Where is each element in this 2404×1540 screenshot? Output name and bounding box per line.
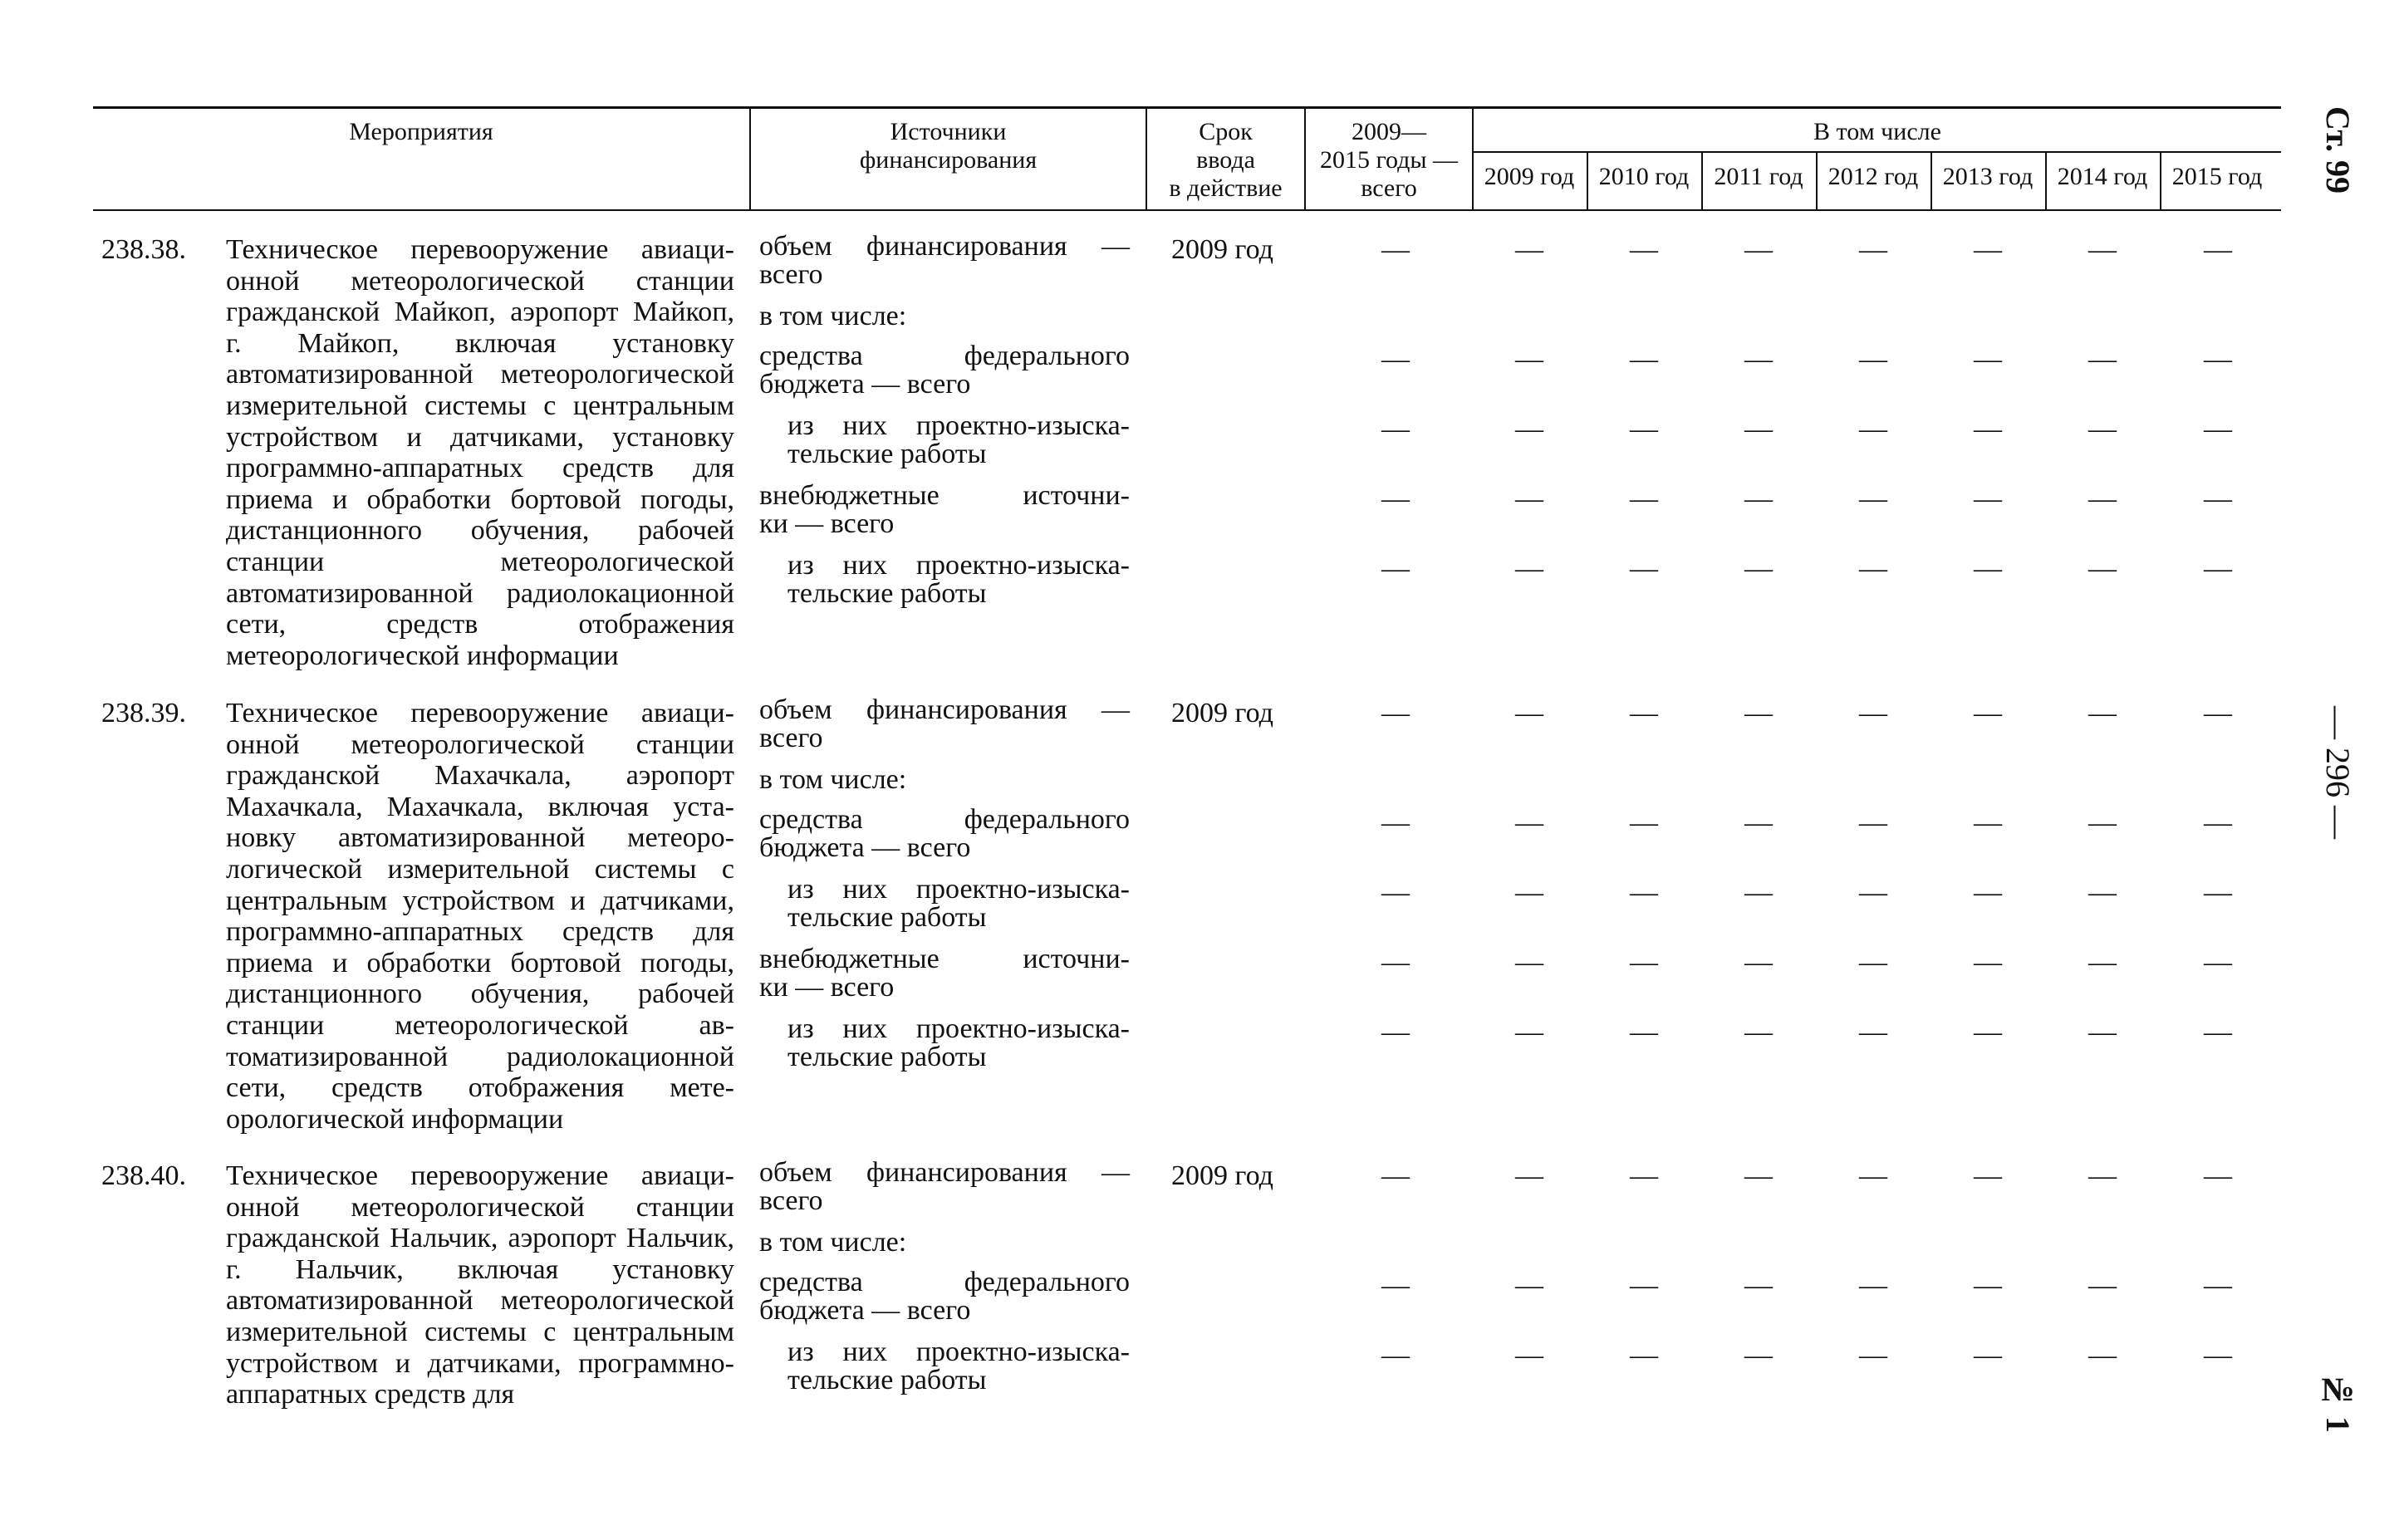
value-dash: — — [1744, 947, 1773, 978]
funding-source-line: тельские работы — [787, 1042, 987, 1072]
funding-source-line: ки — всего — [759, 972, 895, 1003]
funding-source-line: бюджета — всего — [759, 832, 971, 863]
funding-source-line: средства федерального — [759, 341, 1130, 371]
value-dash: — — [1744, 1160, 1773, 1191]
funding-source-line: тельские работы — [787, 439, 987, 469]
value-dash: — — [2204, 414, 2232, 444]
funding-source-line: всего — [759, 1185, 823, 1216]
value-dash: — — [1859, 807, 1887, 838]
value-dash: — — [1630, 807, 1658, 838]
value-dash: — — [1515, 698, 1543, 728]
header-including — [1474, 118, 2281, 146]
header-term-line: ввода — [1196, 146, 1255, 174]
funding-source-line: тельские работы — [787, 578, 987, 609]
value-dash: — — [2088, 1017, 2117, 1047]
header-term-line: Срок — [1199, 118, 1253, 145]
header-total-line: всего — [1361, 174, 1417, 202]
value-dash: — — [1381, 1270, 1410, 1301]
value-dash: — — [1381, 1160, 1410, 1191]
value-dash: — — [1744, 877, 1773, 908]
funding-source-line: бюджета — всего — [759, 1295, 971, 1326]
funding-source-line: объем финансирования — — [759, 231, 1130, 262]
issue-number: № 1 — [2319, 1371, 2357, 1433]
value-dash: — — [1744, 344, 1773, 375]
funding-source — [759, 696, 1130, 753]
value-dash: — — [1744, 1270, 1773, 1301]
header-sources — [751, 118, 1146, 174]
value-dash: — — [1381, 1017, 1410, 1047]
value-dash: — — [2204, 877, 2232, 908]
page-number: — 296 — — [2319, 706, 2357, 839]
header-events — [93, 118, 749, 146]
value-dash: — — [1744, 807, 1773, 838]
header-year: 2009 год — [1484, 163, 1575, 190]
funding-source-line: объем финансирования — — [759, 694, 1130, 725]
value-dash: — — [1630, 1017, 1658, 1047]
value-dash: — — [1744, 1340, 1773, 1371]
funding-source-line: тельские работы — [787, 1365, 987, 1395]
header-term — [1147, 118, 1304, 203]
value-dash: — — [1381, 234, 1410, 265]
value-dash: — — [1974, 414, 2002, 444]
commission-date: 2009 год — [1171, 698, 1273, 728]
value-dash: — — [1974, 1017, 2002, 1047]
value-dash: — — [1859, 553, 1887, 584]
value-dash: — — [1859, 483, 1887, 514]
commission-date: 2009 год — [1171, 1160, 1273, 1191]
funding-source-line: в том числе: — [759, 301, 907, 331]
value-dash: — — [1630, 344, 1658, 375]
value-dash: — — [2088, 1340, 2117, 1371]
value-dash: — — [1630, 698, 1658, 728]
value-dash: — — [1515, 483, 1543, 514]
value-dash: — — [1630, 553, 1658, 584]
header-year: 2013 год — [1942, 163, 2034, 190]
value-dash: — — [1859, 877, 1887, 908]
value-dash: — — [1630, 414, 1658, 444]
row-description: Техническое перевооружение авиационной метеорологической станции гражданской Майкоп, аэропорт Майкоп, г. Майкоп, включая установку автоматизированной метеорологической измерительной системы с центральным устройством и датчиками, установку программно-аппаратных средств для приема и обработки бортовой погоды, дистанционного обучения, рабочей станции метеорологической автоматизированной радиолокационной сети, средств отображения метеорологической информации — [226, 234, 734, 671]
value-dash: — — [2088, 698, 2117, 728]
value-dash: — — [1859, 234, 1887, 265]
value-dash: — — [2088, 344, 2117, 375]
value-dash: — — [1630, 1270, 1658, 1301]
funding-source — [759, 806, 1130, 862]
header-total — [1306, 118, 1472, 203]
value-dash: — — [2088, 553, 2117, 584]
funding-source-line: из них проектно-изыска- — [787, 550, 1130, 581]
value-dash: — — [1974, 483, 2002, 514]
value-dash: — — [1630, 947, 1658, 978]
row-description: Техническое перевооружение авиационной метеорологической станции гражданской Махачкала, аэропорт Махачкала, Махачкала, включая установку автоматизированной метеорологической измерительной системы с центральным устройством и датчиками, программно-аппаратных средств для приема и обработки бортовой погоды, дистанционного обучения, рабочей станции метеорологической автоматизированной радиолокационной сети, средств отображения метеорологической информации — [226, 698, 734, 1135]
value-dash: — — [2088, 483, 2117, 514]
funding-source-line: всего — [759, 259, 823, 290]
value-dash: — — [1515, 1340, 1543, 1371]
value-dash: — — [2088, 1270, 2117, 1301]
value-dash: — — [2088, 877, 2117, 908]
header-total-line: 2009— — [1352, 118, 1426, 145]
value-dash: — — [1859, 1017, 1887, 1047]
funding-source-line: тельские работы — [787, 902, 987, 933]
header-top-rule — [93, 106, 2281, 109]
value-dash: — — [1381, 947, 1410, 978]
funding-source-line: в том числе: — [759, 764, 907, 795]
funding-source-line: объем финансирования — — [759, 1157, 1130, 1188]
value-dash: — — [1974, 1340, 2002, 1371]
funding-source — [759, 945, 1130, 1002]
value-dash: — — [2204, 553, 2232, 584]
value-dash: — — [1974, 807, 2002, 838]
row-description: Техническое перевооружение авиационной метеорологической станции гражданской Нальчик, аэропорт Нальчик, г. Нальчик, включая установку автоматизированной метеорологической измерительной системы с центральным устройством и датчиками, программно-аппаратных средств для — [226, 1160, 734, 1410]
value-dash: — — [1859, 414, 1887, 444]
value-dash: — — [1630, 483, 1658, 514]
value-dash: — — [1381, 1340, 1410, 1371]
value-dash: — — [1515, 807, 1543, 838]
funding-source-line: из них проектно-изыска- — [787, 1013, 1130, 1044]
value-dash: — — [1515, 947, 1543, 978]
value-dash: — — [1381, 877, 1410, 908]
value-dash: — — [1381, 698, 1410, 728]
row-number: 238.40. — [101, 1160, 186, 1191]
funding-source — [759, 1159, 1130, 1215]
header-bottom-rule — [93, 209, 2281, 211]
funding-source — [759, 1268, 1130, 1325]
value-dash: — — [1630, 1160, 1658, 1191]
value-dash: — — [1859, 947, 1887, 978]
value-dash: — — [1974, 553, 2002, 584]
funding-source — [759, 1229, 1130, 1257]
value-dash: — — [1974, 947, 2002, 978]
funding-source-line: всего — [759, 723, 823, 753]
value-dash: — — [1974, 234, 2002, 265]
funding-source-line: в том числе: — [759, 1227, 907, 1258]
value-dash: — — [1974, 344, 2002, 375]
value-dash: — — [1381, 344, 1410, 375]
value-dash: — — [1744, 698, 1773, 728]
funding-source — [759, 412, 1130, 468]
funding-source-line: ки — всего — [759, 508, 895, 539]
value-dash: — — [1515, 1160, 1543, 1191]
header-including-label: В том числе — [1813, 118, 1941, 145]
funding-source — [759, 233, 1130, 289]
funding-source-line: внебюджетные источни- — [759, 480, 1130, 511]
value-dash: — — [1515, 234, 1543, 265]
funding-source-line: средства федерального — [759, 804, 1130, 835]
value-dash: — — [1859, 698, 1887, 728]
value-dash: — — [1515, 414, 1543, 444]
funding-source — [759, 766, 1130, 794]
funding-source — [759, 1338, 1130, 1395]
funding-source — [759, 342, 1130, 399]
value-dash: — — [2088, 234, 2117, 265]
value-dash: — — [2204, 344, 2232, 375]
value-dash: — — [1515, 877, 1543, 908]
row-number: 238.38. — [101, 234, 186, 265]
value-dash: — — [1381, 807, 1410, 838]
value-dash: — — [1744, 414, 1773, 444]
value-dash: — — [2204, 807, 2232, 838]
value-dash: — — [1515, 344, 1543, 375]
header-sources-line: финансирования — [859, 146, 1038, 174]
value-dash: — — [1744, 1017, 1773, 1047]
header-term-line: в действие — [1169, 174, 1283, 202]
funding-source-line: из них проектно-изыска- — [787, 874, 1130, 905]
header-sources-line: Источники — [890, 118, 1007, 145]
page-reference: Ст. 99 — [2319, 106, 2357, 194]
value-dash: — — [1859, 1270, 1887, 1301]
value-dash: — — [2088, 1160, 2117, 1191]
value-dash: — — [1859, 1340, 1887, 1371]
value-dash: — — [1515, 1017, 1543, 1047]
value-dash: — — [1974, 698, 2002, 728]
header-year: 2010 год — [1598, 163, 1690, 190]
value-dash: — — [1974, 1270, 2002, 1301]
funding-source — [759, 1015, 1130, 1072]
value-dash: — — [1515, 553, 1543, 584]
value-dash: — — [1630, 234, 1658, 265]
value-dash: — — [1381, 483, 1410, 514]
funding-source — [759, 552, 1130, 608]
funding-source-line: из них проектно-изыска- — [787, 1336, 1130, 1367]
value-dash: — — [1744, 234, 1773, 265]
header-events-label: Мероприятия — [349, 118, 493, 145]
funding-source-line: средства федерального — [759, 1267, 1130, 1297]
row-number: 238.39. — [101, 698, 186, 728]
funding-source-line: внебюджетные источни- — [759, 944, 1130, 974]
value-dash: — — [1859, 1160, 1887, 1191]
value-dash: — — [1974, 1160, 2002, 1191]
value-dash: — — [1859, 344, 1887, 375]
value-dash: — — [2204, 698, 2232, 728]
header-year: 2011 год — [1714, 163, 1803, 190]
funding-source-line: из них проектно-изыска- — [787, 410, 1130, 441]
header-year: 2012 год — [1828, 163, 1919, 190]
value-dash: — — [2204, 947, 2232, 978]
value-dash: — — [2204, 1017, 2232, 1047]
value-dash: — — [2204, 1340, 2232, 1371]
value-dash: — — [1381, 414, 1410, 444]
funding-source — [759, 875, 1130, 932]
value-dash: — — [2204, 1270, 2232, 1301]
value-dash: — — [1630, 1340, 1658, 1371]
funding-source — [759, 302, 1130, 331]
commission-date: 2009 год — [1171, 234, 1273, 265]
value-dash: — — [1974, 877, 2002, 908]
funding-source — [759, 482, 1130, 538]
value-dash: — — [2204, 483, 2232, 514]
value-dash: — — [1515, 1270, 1543, 1301]
header-year: 2015 год — [2171, 163, 2263, 190]
value-dash: — — [1744, 483, 1773, 514]
value-dash: — — [2088, 807, 2117, 838]
value-dash: — — [1630, 877, 1658, 908]
header-total-line: 2015 годы — — [1319, 146, 1459, 174]
value-dash: — — [1381, 553, 1410, 584]
value-dash: — — [2204, 234, 2232, 265]
value-dash: — — [2088, 414, 2117, 444]
header-year: 2014 год — [2057, 163, 2148, 190]
value-dash: — — [2088, 947, 2117, 978]
value-dash: — — [1744, 553, 1773, 584]
funding-source-line: бюджета — всего — [759, 369, 971, 400]
value-dash: — — [2204, 1160, 2232, 1191]
